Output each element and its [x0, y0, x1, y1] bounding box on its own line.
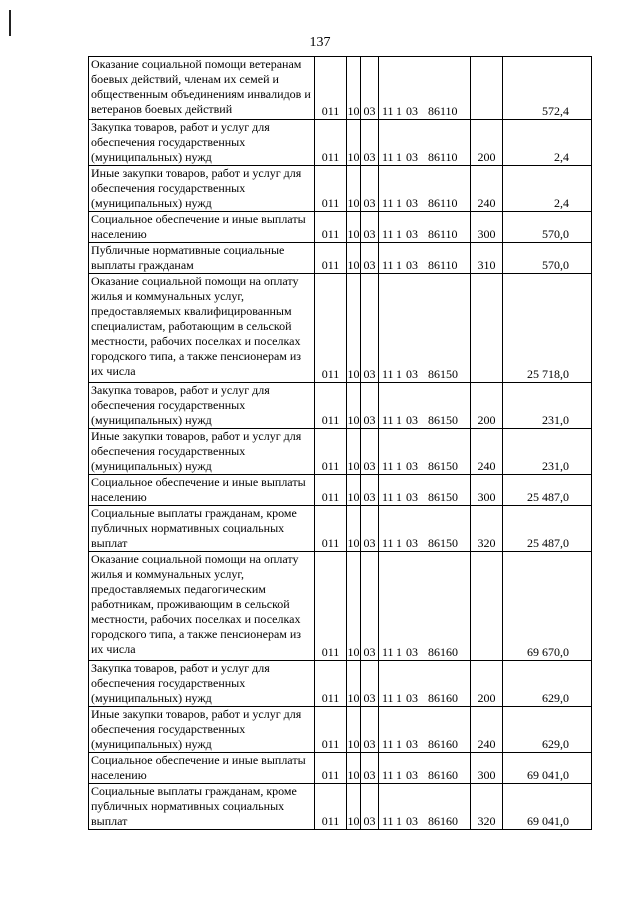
- kcsr-part-k4: 86150: [428, 459, 458, 473]
- kcsr-part-k1: 11: [382, 768, 394, 782]
- table-row: [89, 57, 592, 120]
- row-description: Иные закупки товаров, работ и услуг для обеспечения государственных (муниципальных) нужд: [89, 166, 315, 212]
- table-row: [89, 784, 592, 830]
- kcsr-part-k3: 03: [406, 150, 418, 164]
- cell-kcsr: [379, 552, 471, 661]
- cell-razdel: 10: [347, 552, 361, 661]
- kcsr-part-k2: 1: [396, 768, 402, 782]
- cell-razdel: 10: [347, 784, 361, 830]
- cell-kcsr: [379, 120, 471, 166]
- kcsr-part-k1: 11: [382, 196, 394, 210]
- kcsr-part-k3: 03: [406, 104, 418, 118]
- cell-grbs: 011: [315, 57, 347, 120]
- kcsr-part-k3: 03: [406, 536, 418, 550]
- kcsr-part-k4: 86110: [428, 150, 458, 164]
- cell-grbs: 011: [315, 707, 347, 753]
- row-description: Закупка товаров, работ и услуг для обеспечения государственных (муниципальных) нужд: [89, 120, 315, 166]
- kcsr-part-k1: 11: [382, 413, 394, 427]
- kcsr-part-k2: 1: [396, 536, 402, 550]
- kcsr-part-k2: 1: [396, 367, 402, 381]
- cell-kcsr: [379, 274, 471, 383]
- kcsr-part-k3: 03: [406, 367, 418, 381]
- kcsr-part-k3: 03: [406, 768, 418, 782]
- cell-podrazdel: 03: [361, 120, 379, 166]
- kcsr-part-k1: 11: [382, 691, 394, 705]
- cell-razdel: 10: [347, 383, 361, 429]
- cell-podrazdel: 03: [361, 243, 379, 274]
- cell-grbs: 011: [315, 429, 347, 475]
- kcsr-part-k2: 1: [396, 691, 402, 705]
- kcsr-part-k4: 86110: [428, 104, 458, 118]
- row-description: Социальные выплаты гражданам, кроме публичных нормативных социальных выплат: [89, 506, 315, 552]
- kcsr-part-k3: 03: [406, 227, 418, 241]
- table-row: [89, 475, 592, 506]
- cell-razdel: 10: [347, 753, 361, 784]
- kcsr-part-k3: 03: [406, 196, 418, 210]
- row-description: Оказание социальной помощи ветеранам боевых действий, членам их семей и общественным объединениям инвалидов и ветеранов боевых действий: [89, 57, 315, 120]
- kcsr-part-k4: 86110: [428, 196, 458, 210]
- kcsr-part-k2: 1: [396, 258, 402, 272]
- cell-vid-rashodov: [471, 552, 503, 661]
- kcsr-part-k4: 86150: [428, 536, 458, 550]
- cell-vid-rashodov: 200: [471, 661, 503, 707]
- kcsr-part-k4: 86160: [428, 737, 458, 751]
- cell-vid-rashodov: 240: [471, 707, 503, 753]
- cell-kcsr: [379, 475, 471, 506]
- kcsr-part-k4: 86110: [428, 227, 458, 241]
- cell-sum: 629,0: [503, 707, 592, 753]
- cell-grbs: 011: [315, 166, 347, 212]
- cell-kcsr: [379, 429, 471, 475]
- cell-vid-rashodov: 240: [471, 166, 503, 212]
- kcsr-part-k1: 11: [382, 737, 394, 751]
- cell-razdel: 10: [347, 243, 361, 274]
- kcsr-part-k3: 03: [406, 258, 418, 272]
- cell-sum: 572,4: [503, 57, 592, 120]
- cell-sum: 231,0: [503, 429, 592, 475]
- cell-sum: 570,0: [503, 243, 592, 274]
- kcsr-part-k2: 1: [396, 196, 402, 210]
- kcsr-part-k1: 11: [382, 490, 394, 504]
- cell-kcsr: [379, 166, 471, 212]
- cell-vid-rashodov: [471, 274, 503, 383]
- kcsr-part-k2: 1: [396, 814, 402, 828]
- cell-grbs: 011: [315, 506, 347, 552]
- cell-sum: 2,4: [503, 120, 592, 166]
- table-row: [89, 552, 592, 661]
- kcsr-part-k4: 86150: [428, 367, 458, 381]
- table-row: [89, 120, 592, 166]
- kcsr-part-k1: 11: [382, 150, 394, 164]
- page-number: 137: [309, 35, 331, 50]
- cell-grbs: 011: [315, 661, 347, 707]
- row-description: Социальное обеспечение и иные выплаты населению: [89, 212, 315, 243]
- kcsr-part-k4: 86110: [428, 258, 458, 272]
- kcsr-part-k1: 11: [382, 258, 394, 272]
- kcsr-part-k4: 86150: [428, 413, 458, 427]
- cell-vid-rashodov: 300: [471, 212, 503, 243]
- cell-podrazdel: 03: [361, 707, 379, 753]
- table-row: [89, 383, 592, 429]
- cell-podrazdel: 03: [361, 506, 379, 552]
- cell-kcsr: [379, 707, 471, 753]
- cell-vid-rashodov: 200: [471, 120, 503, 166]
- row-description: Оказание социальной помощи на оплату жилья и коммунальных услуг, предоставляемых квалифицированным специалистам, работающим в сельской местности, рабочих поселках и поселках городского типа, а также пенсионерам из их числа: [89, 274, 315, 383]
- cell-grbs: 011: [315, 383, 347, 429]
- row-description: Социальные выплаты гражданам, кроме публичных нормативных социальных выплат: [89, 784, 315, 830]
- kcsr-part-k1: 11: [382, 227, 394, 241]
- cell-vid-rashodov: 240: [471, 429, 503, 475]
- kcsr-part-k1: 11: [382, 536, 394, 550]
- cell-kcsr: [379, 383, 471, 429]
- cell-podrazdel: 03: [361, 552, 379, 661]
- cell-razdel: 10: [347, 274, 361, 383]
- cell-kcsr: [379, 243, 471, 274]
- cell-sum: 25 487,0: [503, 506, 592, 552]
- cell-podrazdel: 03: [361, 274, 379, 383]
- table-row: [89, 166, 592, 212]
- cell-vid-rashodov: [471, 57, 503, 120]
- cell-razdel: 10: [347, 166, 361, 212]
- kcsr-part-k4: 86160: [428, 645, 458, 659]
- cell-sum: 231,0: [503, 383, 592, 429]
- cell-grbs: 011: [315, 784, 347, 830]
- cell-razdel: 10: [347, 120, 361, 166]
- kcsr-part-k2: 1: [396, 459, 402, 473]
- row-description: Оказание социальной помощи на оплату жилья и коммунальных услуг, предоставляемых педагогическим работникам, проживающим в сельской местности, рабочих поселках и поселках городского типа, а также пенсионерам из их числа: [89, 552, 315, 661]
- kcsr-part-k1: 11: [382, 104, 394, 118]
- row-description: Социальное обеспечение и иные выплаты населению: [89, 753, 315, 784]
- budget-table-body: [89, 57, 592, 830]
- kcsr-part-k2: 1: [396, 104, 402, 118]
- kcsr-part-k3: 03: [406, 645, 418, 659]
- cell-podrazdel: 03: [361, 212, 379, 243]
- kcsr-part-k3: 03: [406, 691, 418, 705]
- kcsr-part-k2: 1: [396, 645, 402, 659]
- cell-razdel: 10: [347, 475, 361, 506]
- cell-kcsr: [379, 212, 471, 243]
- kcsr-part-k2: 1: [396, 737, 402, 751]
- kcsr-part-k3: 03: [406, 814, 418, 828]
- row-description: Закупка товаров, работ и услуг для обеспечения государственных (муниципальных) нужд: [89, 661, 315, 707]
- table-row: [89, 707, 592, 753]
- cell-grbs: 011: [315, 552, 347, 661]
- kcsr-part-k4: 86150: [428, 490, 458, 504]
- cell-sum: 25 487,0: [503, 475, 592, 506]
- cell-grbs: 011: [315, 212, 347, 243]
- cell-razdel: 10: [347, 707, 361, 753]
- cell-kcsr: [379, 661, 471, 707]
- cell-grbs: 011: [315, 274, 347, 383]
- kcsr-part-k4: 86160: [428, 814, 458, 828]
- cell-grbs: 011: [315, 120, 347, 166]
- cell-razdel: 10: [347, 57, 361, 120]
- cell-sum: 570,0: [503, 212, 592, 243]
- cell-sum: 69 041,0: [503, 784, 592, 830]
- row-description: Иные закупки товаров, работ и услуг для обеспечения государственных (муниципальных) нужд: [89, 429, 315, 475]
- cell-sum: 2,4: [503, 166, 592, 212]
- kcsr-part-k4: 86160: [428, 691, 458, 705]
- table-row: [89, 753, 592, 784]
- row-description: Социальное обеспечение и иные выплаты населению: [89, 475, 315, 506]
- kcsr-part-k2: 1: [396, 150, 402, 164]
- cell-kcsr: [379, 506, 471, 552]
- table-row: [89, 661, 592, 707]
- cell-grbs: 011: [315, 475, 347, 506]
- cell-razdel: 10: [347, 506, 361, 552]
- row-description: Публичные нормативные социальные выплаты гражданам: [89, 243, 315, 274]
- kcsr-part-k1: 11: [382, 459, 394, 473]
- cell-podrazdel: 03: [361, 753, 379, 784]
- cell-grbs: 011: [315, 753, 347, 784]
- kcsr-part-k1: 11: [382, 367, 394, 381]
- cell-razdel: 10: [347, 661, 361, 707]
- table-row: [89, 506, 592, 552]
- cell-podrazdel: 03: [361, 57, 379, 120]
- cell-kcsr: [379, 57, 471, 120]
- table-row: [89, 274, 592, 383]
- cell-podrazdel: 03: [361, 429, 379, 475]
- cell-vid-rashodov: 310: [471, 243, 503, 274]
- cell-podrazdel: 03: [361, 166, 379, 212]
- table-row: [89, 243, 592, 274]
- cell-grbs: 011: [315, 243, 347, 274]
- cell-podrazdel: 03: [361, 475, 379, 506]
- kcsr-part-k3: 03: [406, 490, 418, 504]
- margin-mark: [9, 10, 11, 36]
- cell-sum: 69 041,0: [503, 753, 592, 784]
- kcsr-part-k2: 1: [396, 490, 402, 504]
- cell-sum: 69 670,0: [503, 552, 592, 661]
- budget-table: [88, 56, 592, 830]
- cell-sum: 629,0: [503, 661, 592, 707]
- kcsr-part-k3: 03: [406, 737, 418, 751]
- cell-podrazdel: 03: [361, 383, 379, 429]
- row-description: Закупка товаров, работ и услуг для обеспечения государственных (муниципальных) нужд: [89, 383, 315, 429]
- kcsr-part-k2: 1: [396, 413, 402, 427]
- kcsr-part-k3: 03: [406, 413, 418, 427]
- kcsr-part-k1: 11: [382, 814, 394, 828]
- cell-sum: 25 718,0: [503, 274, 592, 383]
- cell-podrazdel: 03: [361, 661, 379, 707]
- table-row: [89, 212, 592, 243]
- cell-vid-rashodov: 300: [471, 475, 503, 506]
- row-description: Иные закупки товаров, работ и услуг для обеспечения государственных (муниципальных) нужд: [89, 707, 315, 753]
- cell-vid-rashodov: 320: [471, 506, 503, 552]
- cell-kcsr: [379, 784, 471, 830]
- kcsr-part-k3: 03: [406, 459, 418, 473]
- cell-vid-rashodov: 300: [471, 753, 503, 784]
- kcsr-part-k2: 1: [396, 227, 402, 241]
- cell-podrazdel: 03: [361, 784, 379, 830]
- kcsr-part-k1: 11: [382, 645, 394, 659]
- cell-kcsr: [379, 753, 471, 784]
- cell-razdel: 10: [347, 212, 361, 243]
- cell-razdel: 10: [347, 429, 361, 475]
- cell-vid-rashodov: 200: [471, 383, 503, 429]
- table-row: [89, 429, 592, 475]
- kcsr-part-k4: 86160: [428, 768, 458, 782]
- cell-vid-rashodov: 320: [471, 784, 503, 830]
